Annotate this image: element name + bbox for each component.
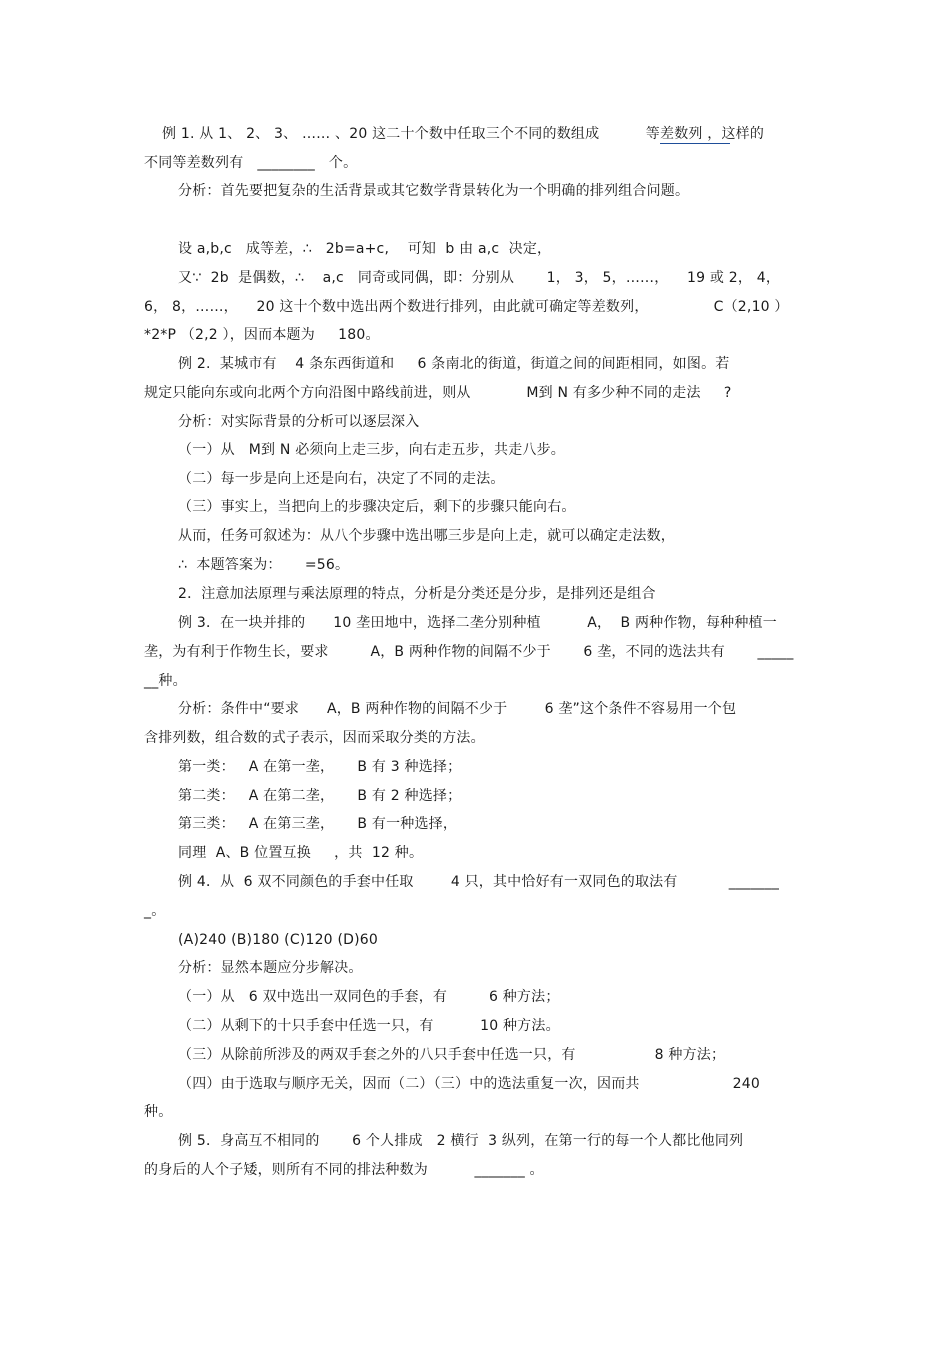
line-ex2-analysis: 分析：对实际背景的分析可以逐层深入 — [178, 414, 420, 430]
line-ex3-d: 含排列数，组合数的式子表示，因而采取分类的方法。 — [144, 730, 485, 746]
line-ex3-a: 例 3．在一块并排的 10 垄田地中，选择二垄分别种植 A， B 两种作物，每种种植一 — [178, 615, 777, 631]
line-ex4-step1: （一）从 6 双中选出一双同色的手套，有 6 种方法； — [178, 989, 560, 1005]
line-ex3-b: 垄，为有利于作物生长，要求 A，B 两种作物的间隔不少于 6 垄，不同的选法共有 _____ — [144, 644, 794, 660]
line-ex4-step2: （二）从剩下的十只手套中任选一只，有 10 种方法。 — [178, 1018, 560, 1034]
line-ex1-b: 不同等差数列有 ________ 个。 — [144, 155, 358, 171]
line-ex4-step3: （三）从除前所涉及的两双手套之外的八只手套中任选一只，有 8 种方法； — [178, 1047, 726, 1063]
term-underline — [660, 143, 730, 144]
line-ex1-analysis: 分析：首先要把复杂的生活背景或其它数学背景转化为一个明确的排列组合问题。 — [178, 183, 690, 199]
line-ex1-c: 设 a,b,c 成等差，∴ 2b=a+c, 可知 b 由 a,c 决定， — [178, 241, 552, 257]
line-section-2: 2．注意加法原理与乘法原理的特点，分析是分类还是分步，是排列还是组合 — [178, 586, 656, 602]
line-ex2-b: 规定只能向东或向北两个方向沿图中路线前进，则从 M到 N 有多少种不同的走法 ? — [144, 385, 732, 401]
line-ex3-case1: 第一类： A 在第一垄， B 有 3 种选择； — [178, 759, 462, 775]
line-ex2-a: 例 2. 某城市有 4 条东西街道和 6 条南北的街道，街道之间的间距相同，如图。若 — [178, 356, 730, 372]
line-ex4-step4: （四）由于选取与顺序无关，因而（二）（三）中的选法重复一次，因而共 240 — [178, 1076, 760, 1092]
line-ex3-analysis: 分析：条件中“要求 A，B 两种作物的间隔不少于 6 垄”这个条件不容易用一个包 — [178, 701, 737, 717]
line-ex4-b: _。 — [144, 903, 166, 919]
line-ex3-case3: 第三类： A 在第三垄， B 有一种选择， — [178, 816, 458, 832]
line-ex2-step3: （三）事实上，当把向上的步骤决定后，剩下的步骤只能向右。 — [178, 499, 576, 515]
line-ex3-case2: 第二类： A 在第二垄， B 有 2 种选择； — [178, 788, 462, 804]
line-ex2-step1: （一）从 M到 N 必须向上走三步，向右走五步，共走八步。 — [178, 442, 566, 458]
line-ex1-d: 又∵ 2b 是偶数，∴ a,c 同奇或同偶，即：分别从 1， 3， 5，……， 19 或 2， 4， — [178, 270, 781, 286]
line-ex2-answer: ∴ 本题答案为： =56。 — [178, 557, 350, 573]
line-ex3-e: 同理 A、B 位置互换 ，共 12 种。 — [178, 845, 424, 861]
line-ex4-c: 种。 — [144, 1104, 173, 1120]
line-ex1-a: 例 1. 从 1、 2、 3、 …… 、20 这二十个数中任取三个不同的数组成 等差数列 ，这样的 — [162, 126, 765, 142]
line-ex4-analysis: 分析：显然本题应分步解决。 — [178, 960, 363, 976]
line-ex3-c: __种。 — [144, 673, 187, 689]
line-ex4-options: (A)240 (B)180 (C)120 (D)60 — [178, 932, 378, 948]
line-ex5-a: 例 5．身高互不相同的 6 个人排成 2 横行 3 纵列，在第一行的每一个人都比他同列 — [178, 1133, 744, 1149]
line-ex5-b: 的身后的人个子矮，则所有不同的排法种数为 _______ 。 — [144, 1162, 544, 1178]
line-ex1-e: 6， 8，……， 20 这十个数中选出两个数进行排列，由此就可确定等差数列， C（2,10 ） — [144, 299, 789, 315]
line-ex1-f: *2*P （2,2 ），因而本题为 180。 — [144, 327, 380, 343]
line-ex2-c: 从而，任务可叙述为：从八个步骤中选出哪三步是向上走，就可以确定走法数， — [178, 528, 675, 544]
line-ex4-a: 例 4．从 6 双不同颜色的手套中任取 4 只，其中恰好有一双同色的取法有 _______ — [178, 874, 780, 890]
line-ex2-step2: （二）每一步是向上还是向右，决定了不同的走法。 — [178, 471, 505, 487]
